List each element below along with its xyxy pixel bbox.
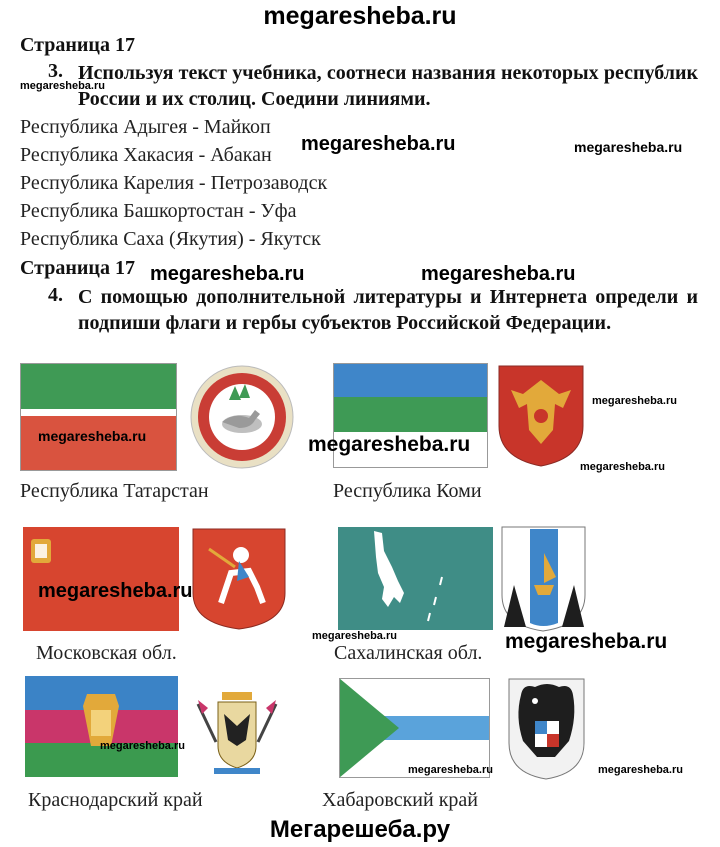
khabarovsk-flag [339, 678, 490, 778]
task3-number: 3. [48, 60, 63, 82]
caption-tatarstan: Республика Татарстан [20, 480, 209, 502]
pair-adygea: Республика Адыгея - Майкоп [20, 116, 271, 138]
watermark: megaresheba.ru [505, 630, 668, 653]
watermark: megaresheba.ru [598, 764, 683, 776]
watermark: megaresheba.ru [20, 80, 105, 92]
caption-komi: Республика Коми [333, 480, 482, 502]
watermark: megaresheba.ru [312, 630, 397, 642]
caption-khabarovsk: Хабаровский край [322, 789, 478, 811]
caption-krasnodar: Краснодарский край [28, 789, 203, 811]
watermark: megaresheba.ru [580, 461, 665, 473]
site-title[interactable]: megaresheba.ru [263, 2, 457, 30]
caption-sakhalin: Сахалинская обл. [334, 642, 483, 664]
task3-page-label: Страница 17 [20, 34, 135, 56]
watermark: megaresheba.ru [408, 764, 493, 776]
krasnodar-coat-of-arms-icon [192, 686, 282, 778]
pair-bashkortostan: Республика Башкортостан - Уфа [20, 200, 297, 222]
watermark: megaresheba.ru [574, 139, 683, 155]
tatarstan-emblem-icon [189, 364, 295, 470]
task4-page-label: Страница 17 [20, 257, 135, 279]
krasnodar-flag [25, 676, 178, 777]
footer-site-name[interactable]: Мегарешеба.ру [269, 816, 451, 843]
watermark: megaresheba.ru [592, 395, 677, 407]
tatarstan-flag [20, 363, 177, 471]
caption-moscow: Московская обл. [36, 642, 177, 664]
moscow-flag [23, 527, 179, 631]
watermark: megaresheba.ru [38, 580, 193, 602]
watermark: megaresheba.ru [100, 740, 185, 752]
sakhalin-flag [338, 527, 493, 630]
watermark: megaresheba.ru [150, 263, 305, 285]
pair-khakassia: Республика Хакасия - Абакан [20, 144, 272, 166]
khabarovsk-coat-of-arms-icon [507, 677, 586, 781]
watermark: megaresheba.ru [301, 133, 456, 155]
task3-question: Используя текст учебника, соотнеси названия некоторых республик России и их столиц. Соедини линиями. [78, 62, 698, 110]
task4-question: С помощью дополнительной литературы и Интернета определи и подпиши флаги и гербы субъектов Российской Федерации. [78, 286, 698, 334]
pair-yakutia: Республика Саха (Якутия) - Якутск [20, 228, 321, 250]
sakhalin-coat-of-arms-icon [500, 525, 587, 633]
pair-karelia: Республика Карелия - Петрозаводск [20, 172, 328, 194]
watermark: megaresheba.ru [421, 263, 576, 285]
komi-coat-of-arms-icon [497, 364, 585, 468]
task4-number: 4. [48, 284, 63, 306]
watermark: megaresheba.ru [308, 433, 471, 456]
moscow-coat-of-arms-icon [191, 527, 287, 631]
watermark: megaresheba.ru [38, 428, 147, 444]
